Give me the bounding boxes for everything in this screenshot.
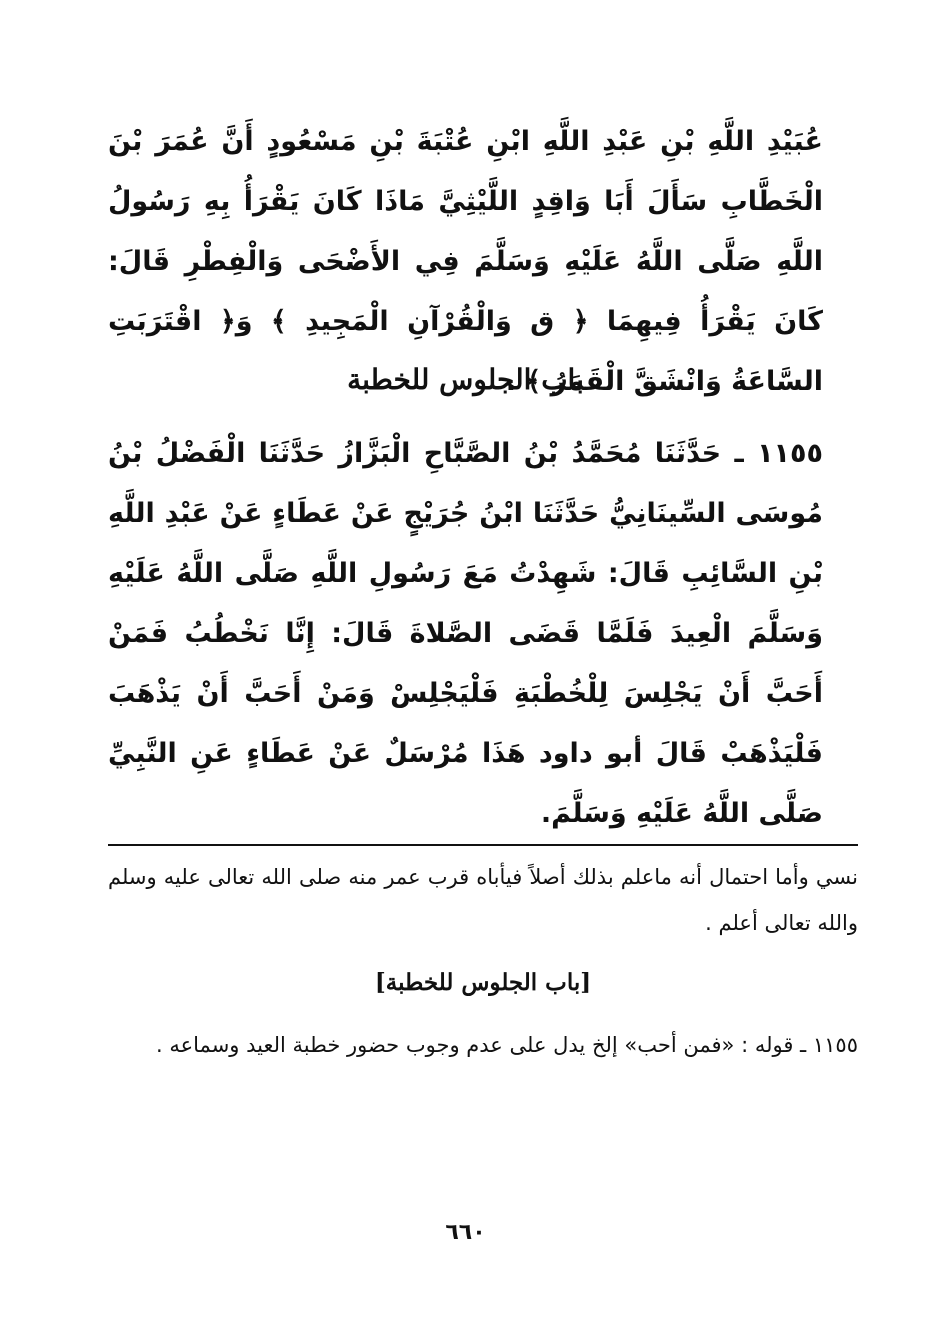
chapter-heading: باب الجلوس للخطبة <box>347 363 584 396</box>
page-number: ٦٦٠ <box>445 1220 486 1245</box>
passage-text: عُبَيْدِ اللَّهِ بْنِ عَبْدِ اللَّهِ ابْنِ عُتْبَةَ بْنِ مَسْعُودٍ أَنَّ عُمَرَ بْنَ الْخَطَّابِ سَأَلَ أَبَا وَاقِدٍ اللَّيْثِيَّ مَاذَا كَانَ يَقْرَأُ بِهِ رَسُولُ اللَّهِ صَلَّى اللَّهُ عَلَيْهِ وَسَلَّمَ فِي الأَضْحَى وَالْفِطْرِ قَالَ: كَانَ يَقْرَأُ فِيهِمَا ﴿ ق وَالْقُرْآنِ الْمَجِيدِ ﴾ وَ﴿ اقْتَرَبَتِ السَّاعَةُ وَانْشَقَّ الْقَمَرُ ﴾ . <box>108 126 823 397</box>
footnote-chapter-heading: [باب الجلوس للخطبة] <box>374 969 592 996</box>
footnote-divider <box>108 844 858 846</box>
hadith-passage <box>108 424 823 844</box>
hadith-text: ١١٥٥ ـ حَدَّثَنَا مُحَمَّدُ بْنُ الصَّبَّاحِ الْبَزَّازُ حَدَّثَنَا الْفَضْلُ بْنُ مُوسَى السِّينَانِيُّ حَدَّثَنَا ابْنُ جُرَيْجٍ عَنْ عَطَاءٍ عَنْ عَبْدِ اللَّهِ بْنِ السَّائِبِ قَالَ: شَهِدْتُ مَعَ رَسُولِ اللَّهِ صَلَّى اللَّهُ عَلَيْهِ وَسَلَّمَ الْعِيدَ فَلَمَّا قَضَى الصَّلاةَ قَالَ: إِنَّا نَخْطُبُ فَمَنْ أَحَبَّ أَنْ يَجْلِسَ لِلْخُطْبَةِ فَلْيَجْلِسْ وَمَنْ أَحَبَّ أَنْ يَذْهَبَ فَلْيَذْهَبْ قَالَ أبو داود هَذَا مُرْسَلٌ عَنْ عَطَاءٍ عَنِ النَّبِيِّ صَلَّى اللَّهُ عَلَيْهِ وَسَلَّمَ. <box>108 438 823 829</box>
footnote-1: نسي وأما احتمال أنه ماعلم بذلك أصلاً فيأباه قرب عمر منه صلى الله تعالى عليه وسلم والله تعالى أعلم . <box>108 865 858 935</box>
footnote-2: ١١٥٥ ـ قوله : «فمن أحب» إلخ يدل على عدم وجوب حضور خطبة العيد وسماعه . <box>156 1033 858 1057</box>
